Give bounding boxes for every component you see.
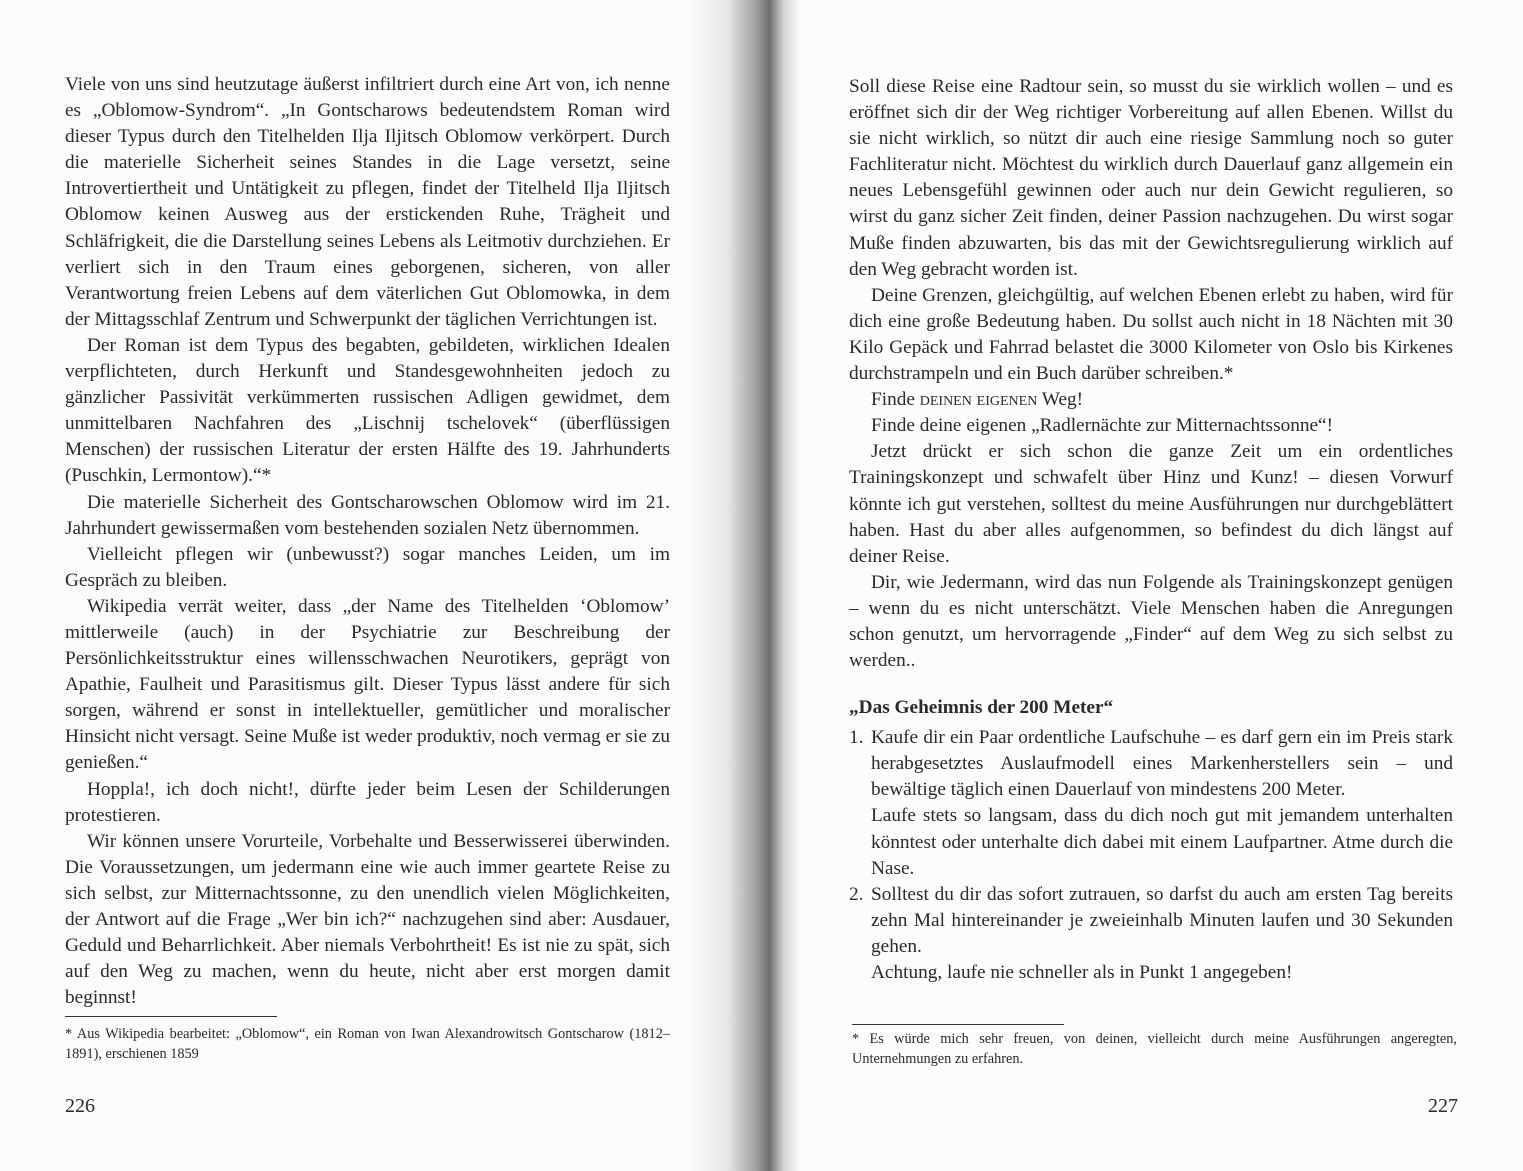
paragraph: Dir, wie Jedermann, wird das nun Folgende als Trainingskonzept genügen – wenn du es nicht unterschätzt. Viele Menschen haben die Anregungen schon genutzt, um hervorragende „Finder“ auf dem Weg zu sich selbst zu werden.. bbox=[849, 571, 1453, 672]
paragraph: Der Roman ist dem Typus des begabten, gebildeten, wirklichen Idealen verpflichteten, durch Herkunft und Standesgewohnheiten jedoch zu gänzlicher Passivität verkümmerten russischen Adligen gewidmet, dem unmittelbaren Nachfahren des „Lischnij tschelovek“ (überflüssigen Menschen) der russischen Literatur der ersten Hälfte des 19. Jahrhunderts (Puschkin, Lermontow).“* bbox=[65, 334, 670, 487]
footnote-rule bbox=[65, 1016, 277, 1017]
book-gutter bbox=[690, 0, 800, 1171]
list-item-extra: Laufe stets so langsam, dass du dich noch gut mit jemandem unterhalten könntest oder unterhalte dich dabei mit einem Laufpartner. Atme durch die Nase. bbox=[871, 805, 1453, 879]
footnote: * Es würde mich sehr freuen, von deinen, vielleicht durch meine Ausführungen angeregten, Unternehmungen zu erfahren. bbox=[852, 1031, 1457, 1067]
list-item-extra: Achtung, laufe nie schneller als in Punkt 1 angegeben! bbox=[871, 962, 1293, 983]
steps-list bbox=[849, 725, 1453, 986]
section-heading: „Das Geheimnis der 200 Meter“ bbox=[849, 697, 1114, 719]
finde-suffix: Weg! bbox=[1037, 389, 1084, 411]
page-number: 226 bbox=[65, 1095, 95, 1117]
list-number: 1. bbox=[849, 727, 864, 749]
paragraph: Wir können unsere Vorurteile, Vorbehalte und Besserwisserei überwinden. Die Voraussetzungen, um jedermann eine wie auch immer geartete Reise zu sich selbst, zur Mitternachtssonne, zu den unendlich vielen Möglichkeiten, der Antwort auf die Frage „Wer bin ich?“ nachzugehen sind aber: Ausdauer, Geduld und Beharrlichkeit. Aber niemals Verbohrtheit! Es ist nie zu spät, sich auf den Weg zu machen, wenn du heute, nicht aber erst morgen damit beginnst! bbox=[65, 830, 670, 1009]
list-number: 2. bbox=[849, 883, 864, 905]
paragraph: Deine Grenzen, gleichgültig, auf welchen Ebenen erlebt zu haben, wird für dich eine große Bedeutung haben. Du sollst auch nicht in 18 Nächten mit 30 Kilo Gepäck und Fahrrad belastet die 3000 Kilometer von Oslo bis Kirkenes durchstrampeln und ein Buch darüber schreiben.* bbox=[849, 284, 1453, 385]
footnote-rule bbox=[852, 1024, 1064, 1025]
finde-prefix: Finde bbox=[871, 389, 920, 411]
paragraph: Wikipedia verrät weiter, dass „der Name des Titelhelden ‘Oblomow’ mittlerweile (auch) in der Psychiatrie zur Beschreibung der Persönlichkeitsstruktur eines willensschwachen Neurotikers, geprägt von Apathie, Faulheit und Parasitismus gilt. Dieser Typus lässt andere für sich sorgen, während er sonst in intellektueller, gemütlicher und moralischer Hinsicht nicht versagt. Seine Muße ist weder produktiv, noch vermag er sie zu genießen.“ bbox=[65, 595, 670, 774]
left-page-body bbox=[65, 72, 670, 1011]
list-item-text: Kaufe dir ein Paar ordentliche Laufschuhe – es darf gern ein im Preis stark herabgesetztes Auslaufmodell eines Markenherstellers sein – und bewältige täglich einen Dauerlauf von mindestens 200 Meter. bbox=[871, 727, 1453, 801]
list-item-text: Solltest du dir das sofort zutrauen, so darfst du auch am ersten Tag bereits zehn Mal hintereinander je zweieinhalb Minuten laufen und 30 Sekunden gehen. bbox=[871, 883, 1453, 957]
paragraph: Hoppla!, ich doch nicht!, dürfte jeder beim Lesen der Schilderungen protestieren. bbox=[65, 778, 670, 826]
paragraph-finde bbox=[849, 387, 1453, 413]
finde-smallcaps: deinen eigenen bbox=[919, 389, 1038, 411]
footnote: * Aus Wikipedia bearbeitet: „Oblomow“, ein Roman von Iwan Alexandrowitsch Gontscharow (1812–1891), erschienen 1859 bbox=[65, 1026, 670, 1062]
list-item bbox=[849, 725, 1453, 882]
paragraph: Vielleicht pflegen wir (unbewusst?) sogar manches Leiden, um im Gespräch zu bleiben. bbox=[65, 543, 670, 591]
right-page-body bbox=[849, 74, 1453, 986]
paragraph: Jetzt drückt er sich schon die ganze Zeit um ein ordentliches Trainingskonzept und schwafelt über Hinz und Kunz! – diesen Vorwurf könnte ich gut verstehen, solltest du meine Ausführungen nur durchgeblättert haben. Hast du aber alles aufgenommen, so befindest du dich längst auf deiner Reise. bbox=[849, 441, 1453, 567]
paragraph: Finde deine eigenen „Radlernächte zur Mitternachtssonne“! bbox=[871, 415, 1334, 437]
paragraph: Soll diese Reise eine Radtour sein, so musst du sie wirklich wollen – und es eröffnet sich dir der Weg richtiger Vorbereitung auf allen Ebenen. Willst du sie nicht wirklich, so nützt dir auch eine riesige Sammlung noch so guter Fachliteratur nicht. Möchtest du wirklich durch Dauerlauf ganz allgemein ein neues Lebensgefühl gewinnen oder auch nur dein Gewicht regulieren, so wirst du ganz sicher Zeit finden, deiner Passion nachzugehen. Du wirst sogar Muße finden abzuwarten, bis das mit der Gewichtsregulierung wirklich auf den Weg gebracht worden ist. bbox=[849, 76, 1453, 280]
paragraph: Viele von uns sind heutzutage äußerst infiltriert durch eine Art von, ich nenne es „Oblomow-Syndrom“. „In Gontscharows bedeutendstem Roman wird dieser Typus durch den Titelhelden Ilja Iljitsch Oblomow verkörpert. Durch die materielle Sicherheit seines Standes in die Lage versetzt, seine Introvertiertheit und Untätigkeit zu pflegen, findet der Titelheld Ilja Iljitsch Oblomow keinen Ausweg aus der erstickenden Ruhe, Trägheit und Schläfrigkeit, die die Darstellung seines Lebens als Leitmotiv durchziehen. Er verliert sich in den Traum eines geborgenen, sicheren, von aller Verantwortung freien Lebens auf dem väterlichen Gut Oblomowka, in dem der Mittagsschlaf Zentrum und Schwerpunkt der täglichen Verrichtungen ist. bbox=[65, 74, 670, 330]
page-number: 227 bbox=[1428, 1095, 1458, 1117]
list-item bbox=[849, 882, 1453, 986]
paragraph: Die materielle Sicherheit des Gontscharowschen Oblomow wird im 21. Jahrhundert gewissermaßen vom bestehenden sozialen Netz übernommen. bbox=[65, 491, 670, 539]
